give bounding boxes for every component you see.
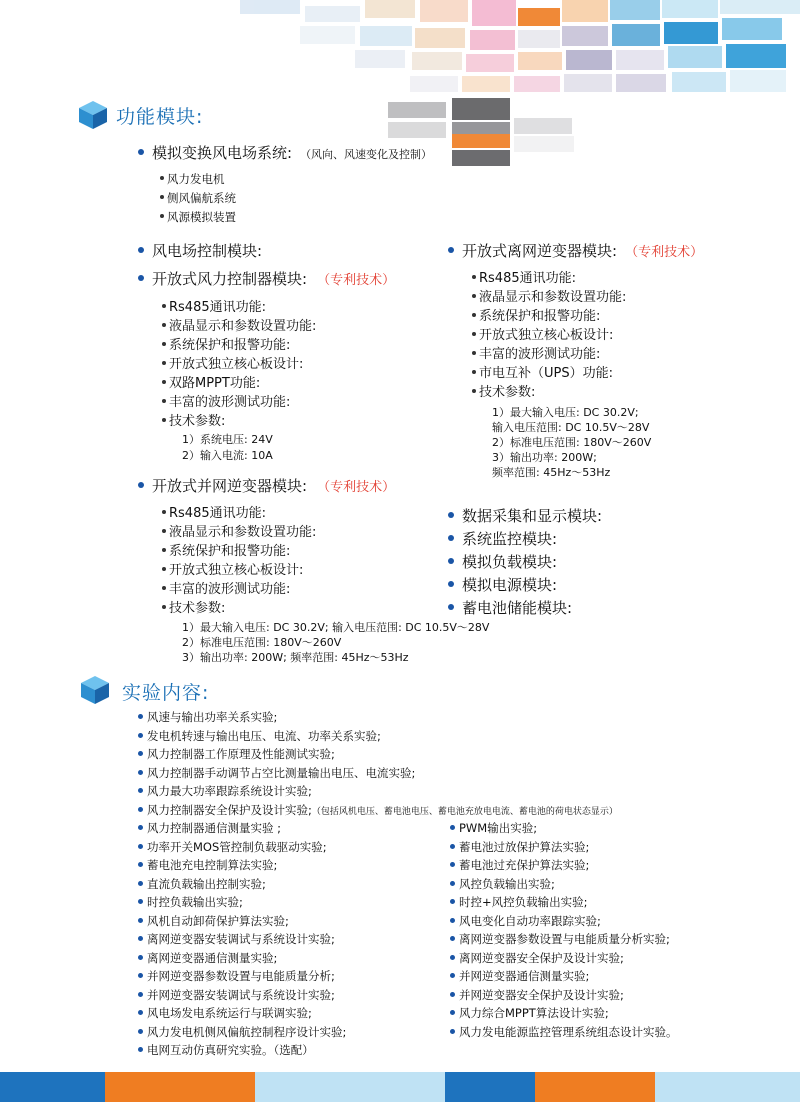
- experiment-item: 功率开关MOS管控制负载驱动实验;: [138, 839, 327, 855]
- bullet-icon: [162, 304, 166, 308]
- bullet-icon: [138, 992, 143, 997]
- controller-module-heading: 开放式风力控制器模块: （专利技术）: [138, 268, 395, 289]
- sim-item: 风源模拟装置: [160, 209, 236, 225]
- controller-item: 液晶显示和参数设置功能:: [162, 315, 316, 334]
- bullet-icon: [160, 195, 164, 199]
- bullet-icon: [448, 247, 454, 253]
- bullet-icon: [138, 918, 143, 923]
- experiment-item: 风力控制器安全保护及设计实验;（包括风机电压、蓄电池电压、蓄电池充放电电流、蓄电池的荷电状态显示）: [138, 802, 618, 818]
- experiment-item: 蓄电池过放保护算法实验;: [450, 839, 589, 855]
- bullet-icon: [450, 862, 455, 867]
- grid-item: Rs485通讯功能:: [162, 502, 266, 521]
- bullet-icon: [450, 973, 455, 978]
- offgrid-item: Rs485通讯功能:: [472, 267, 576, 286]
- bullet-icon: [472, 332, 476, 336]
- bullet-icon: [472, 389, 476, 393]
- bullet-icon: [138, 1029, 143, 1034]
- experiment-item: PWM输出实验;: [450, 820, 537, 836]
- bullet-icon: [162, 510, 166, 514]
- bullet-icon: [138, 482, 144, 488]
- sim-system-heading: 模拟变换风电场系统: （风向、风速变化及控制）: [138, 142, 432, 163]
- bullet-icon: [450, 844, 455, 849]
- bullet-icon: [138, 788, 143, 793]
- offgrid-item: 丰富的波形测试功能:: [472, 343, 600, 362]
- experiment-item: 并网逆变器参数设置与电能质量分析;: [138, 968, 335, 984]
- bullet-icon: [138, 936, 143, 941]
- bullet-icon: [138, 275, 144, 281]
- experiment-item: 风力综合MPPT算法设计实验;: [450, 1005, 609, 1021]
- offgrid-param: 1）最大输入电压: DC 30.2V;: [492, 406, 639, 419]
- bullet-icon: [448, 558, 454, 564]
- bullet-icon: [162, 529, 166, 533]
- offgrid-param: 3）输出功率: 200W;: [492, 451, 597, 464]
- bullet-icon: [138, 881, 143, 886]
- bullet-icon: [138, 862, 143, 867]
- experiment-item: 风力最大功率跟踪系统设计实验;: [138, 783, 312, 799]
- bullet-icon: [448, 535, 454, 541]
- cube-icon: [78, 673, 112, 707]
- bullet-icon: [472, 294, 476, 298]
- grid-item: 丰富的波形测试功能:: [162, 578, 290, 597]
- bullet-icon: [450, 899, 455, 904]
- controller-item: 丰富的波形测试功能:: [162, 391, 290, 410]
- experiment-item: 蓄电池过充保护算法实验;: [450, 857, 589, 873]
- module-item: 数据采集和显示模块:: [448, 505, 602, 526]
- grid-item: 系统保护和报警功能:: [162, 540, 290, 559]
- bullet-icon: [138, 149, 144, 155]
- experiment-item: 风力发电能源监控管理系统组态设计实验。: [450, 1024, 678, 1040]
- bullet-icon: [162, 380, 166, 384]
- bullet-icon: [450, 936, 455, 941]
- grid-param: 2）标准电压范围: 180V～260V: [182, 636, 342, 649]
- bullet-icon: [138, 825, 143, 830]
- experiment-item: 蓄电池充电控制算法实验;: [138, 857, 277, 873]
- offgrid-item: 技术参数:: [472, 381, 535, 400]
- experiment-item: 风力控制器通信测量实验 ;: [138, 820, 281, 836]
- sim-item: 风力发电机: [160, 171, 225, 187]
- controller-item: 双路MPPT功能:: [162, 372, 260, 391]
- controller-item: 开放式独立核心板设计:: [162, 353, 303, 372]
- controller-item: 系统保护和报警功能:: [162, 334, 290, 353]
- section-title-experiments: 实验内容:: [122, 682, 210, 704]
- bullet-icon: [138, 751, 143, 756]
- experiment-item: 并网逆变器通信测量实验;: [450, 968, 589, 984]
- grid-param: 3）输出功率: 200W; 频率范围: 45Hz～53Hz: [182, 651, 409, 664]
- experiment-item: 风电场发电系统运行与联调实验;: [138, 1005, 312, 1021]
- grid-item: 液晶显示和参数设置功能:: [162, 521, 316, 540]
- bullet-icon: [472, 351, 476, 355]
- bullet-icon: [162, 361, 166, 365]
- experiment-item: 风力控制器手动调节占空比测量输出电压、电流实验;: [138, 765, 415, 781]
- windfarm-control-heading: 风电场控制模块:: [138, 240, 262, 261]
- experiment-item: 电网互动仿真研究实验。（选配）: [138, 1042, 314, 1058]
- bullet-icon: [472, 370, 476, 374]
- bullet-icon: [138, 247, 144, 253]
- bullet-icon: [162, 399, 166, 403]
- bullet-icon: [138, 770, 143, 775]
- bullet-icon: [162, 323, 166, 327]
- experiment-item: 发电机转速与输出电压、电流、功率关系实验;: [138, 728, 381, 744]
- experiment-item: 时控负载输出实验;: [138, 894, 243, 910]
- offgrid-param: 输入电压范围: DC 10.5V～28V: [492, 421, 650, 434]
- bullet-icon: [162, 548, 166, 552]
- experiment-item: 离网逆变器安装调试与系统设计实验;: [138, 931, 335, 947]
- grid-item: 技术参数:: [162, 597, 225, 616]
- controller-item: 技术参数:: [162, 410, 225, 429]
- bullet-icon: [138, 714, 143, 719]
- offgrid-item: 液晶显示和参数设置功能:: [472, 286, 626, 305]
- bullet-icon: [138, 807, 143, 812]
- bullet-icon: [162, 342, 166, 346]
- section-title-function-modules: 功能模块:: [116, 106, 204, 128]
- cube-icon: [76, 98, 110, 132]
- offgrid-param: 频率范围: 45Hz～53Hz: [492, 466, 611, 479]
- bullet-icon: [138, 955, 143, 960]
- bullet-icon: [450, 881, 455, 886]
- experiment-item: 并网逆变器安全保护及设计实验;: [450, 987, 624, 1003]
- bullet-icon: [450, 1029, 455, 1034]
- offgrid-item: 开放式独立核心板设计:: [472, 324, 613, 343]
- grid-param: 1）最大输入电压: DC 30.2V; 输入电压范围: DC 10.5V～28V: [182, 621, 490, 634]
- bullet-icon: [450, 918, 455, 923]
- bullet-icon: [472, 275, 476, 279]
- experiment-note: （包括风机电压、蓄电池电压、蓄电池充放电电流、蓄电池的荷电状态显示）: [311, 806, 618, 817]
- experiment-item: 风力发电机侧风偏航控制程序设计实验;: [138, 1024, 346, 1040]
- bullet-icon: [160, 176, 164, 180]
- offgrid-item: 系统保护和报警功能:: [472, 305, 600, 324]
- experiment-item: 风力控制器工作原理及性能测试实验;: [138, 746, 335, 762]
- bullet-icon: [138, 1047, 143, 1052]
- experiment-item: 离网逆变器通信测量实验;: [138, 950, 277, 966]
- footer-color-band: [0, 1072, 800, 1102]
- bullet-icon: [138, 899, 143, 904]
- bullet-icon: [138, 844, 143, 849]
- bullet-icon: [450, 825, 455, 830]
- experiment-item: 风速与输出功率关系实验;: [138, 709, 277, 725]
- experiment-item: 风机自动卸荷保护算法实验;: [138, 913, 289, 929]
- experiment-item: 风电变化自动功率跟踪实验;: [450, 913, 601, 929]
- experiment-item: 时控+风控负载输出实验;: [450, 894, 588, 910]
- bullet-icon: [160, 214, 164, 218]
- module-item: 蓄电池储能模块:: [448, 597, 572, 618]
- bullet-icon: [450, 1010, 455, 1015]
- bullet-icon: [472, 313, 476, 317]
- bullet-icon: [162, 605, 166, 609]
- offgrid-item: 市电互补（UPS）功能:: [472, 362, 613, 381]
- bullet-icon: [138, 973, 143, 978]
- grid-inverter-heading: 开放式并网逆变器模块: （专利技术）: [138, 475, 395, 496]
- bullet-icon: [138, 1010, 143, 1015]
- offgrid-inverter-heading: 开放式离网逆变器模块: （专利技术）: [448, 240, 703, 261]
- bullet-icon: [162, 586, 166, 590]
- experiment-item: 直流负载输出控制实验;: [138, 876, 266, 892]
- bullet-icon: [448, 604, 454, 610]
- bullet-icon: [162, 418, 166, 422]
- bullet-icon: [448, 581, 454, 587]
- bullet-icon: [162, 567, 166, 571]
- bullet-icon: [138, 733, 143, 738]
- experiment-item: 离网逆变器参数设置与电能质量分析实验;: [450, 931, 670, 947]
- bullet-icon: [450, 955, 455, 960]
- experiment-item: 风控负载输出实验;: [450, 876, 555, 892]
- module-item: 系统监控模块:: [448, 528, 557, 549]
- sim-item: 侧风偏航系统: [160, 190, 236, 206]
- controller-param: 1）系统电压: 24V: [182, 433, 273, 446]
- experiment-item: 并网逆变器安装调试与系统设计实验;: [138, 987, 335, 1003]
- bullet-icon: [448, 512, 454, 518]
- grid-item: 开放式独立核心板设计:: [162, 559, 303, 578]
- offgrid-param: 2）标准电压范围: 180V～260V: [492, 436, 652, 449]
- experiment-item: 离网逆变器安全保护及设计实验;: [450, 950, 624, 966]
- module-item: 模拟电源模块:: [448, 574, 557, 595]
- controller-item: Rs485通讯功能:: [162, 296, 266, 315]
- controller-param: 2）输入电流: 10A: [182, 449, 273, 462]
- bullet-icon: [450, 992, 455, 997]
- module-item: 模拟负载模块:: [448, 551, 557, 572]
